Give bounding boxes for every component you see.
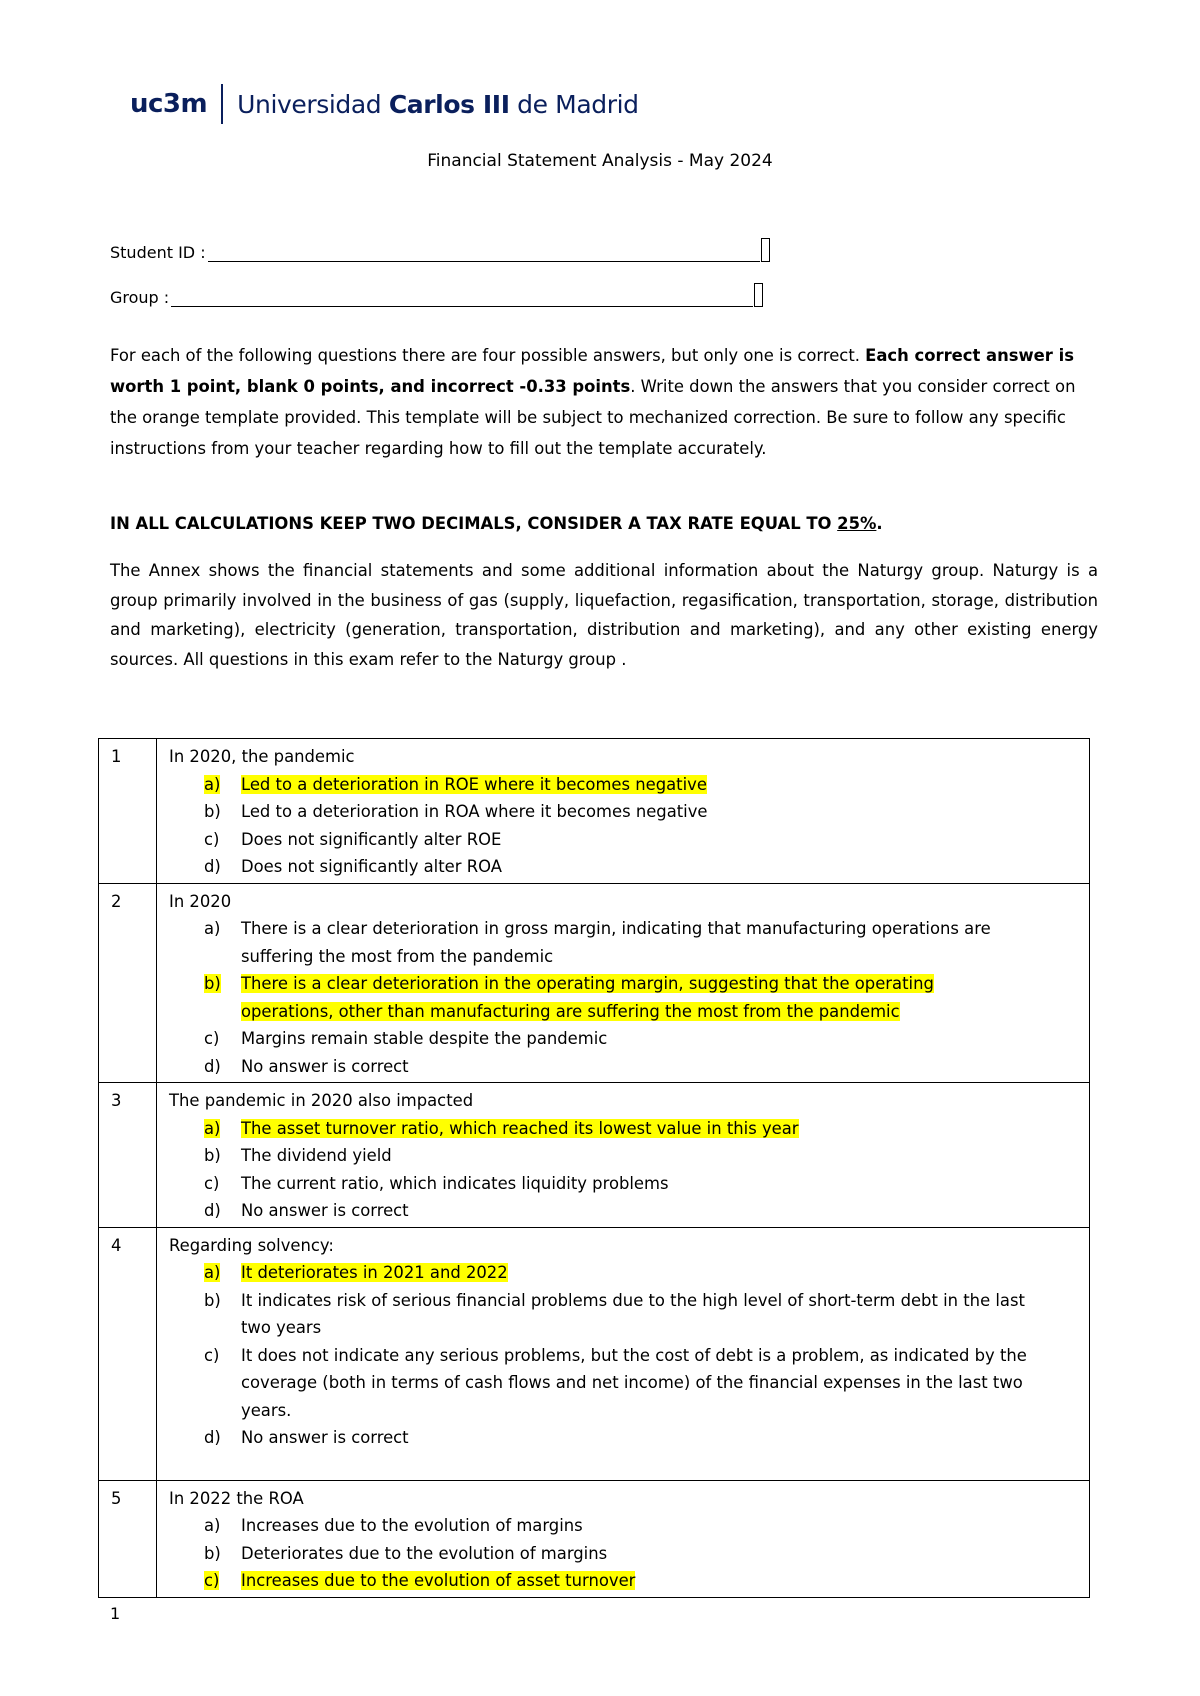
option-letter: a) bbox=[204, 1263, 221, 1282]
answer-option bbox=[204, 1197, 1089, 1225]
option-text: There is a clear deterioration in gross margin, indicating that manufacturing operations are suffering the most from the pandemic bbox=[241, 919, 991, 966]
option-letter: c) bbox=[204, 829, 220, 849]
answer-option bbox=[204, 1424, 1089, 1452]
option-letter: a) bbox=[204, 774, 221, 794]
option-letter: d) bbox=[204, 1428, 221, 1447]
option-letter: d) bbox=[204, 857, 221, 876]
question-number: 2 bbox=[99, 883, 157, 1083]
option-text: The dividend yield bbox=[241, 1146, 392, 1165]
calculation-instruction: IN ALL CALCULATIONS KEEP TWO DECIMALS, CONSIDER A TAX RATE EQUAL TO 25%. bbox=[110, 514, 883, 533]
question-row bbox=[99, 1227, 1090, 1480]
option-letter: a) bbox=[204, 1516, 221, 1535]
option-letter: c) bbox=[204, 1173, 220, 1193]
answer-option bbox=[204, 970, 1089, 1025]
option-text: No answer is correct bbox=[241, 1056, 409, 1076]
question-row bbox=[99, 1480, 1090, 1597]
answer-option bbox=[204, 915, 1089, 970]
option-text: Led to a deterioration in ROE where it becomes negative bbox=[241, 774, 707, 794]
question-body bbox=[157, 739, 1090, 884]
group-line[interactable] bbox=[171, 292, 753, 307]
option-text: It does not indicate any serious problems, but the cost of debt is a problem, as indicated by the coverage (both in terms of cash flows and net income) of the financial expenses in the last two years. bbox=[241, 1345, 1027, 1420]
question-number: 1 bbox=[99, 739, 157, 884]
option-letter: d) bbox=[204, 1056, 221, 1076]
answer-option bbox=[204, 798, 1089, 826]
option-letter: c) bbox=[204, 1571, 220, 1590]
option-letter: b) bbox=[204, 1146, 221, 1165]
question-body bbox=[157, 883, 1090, 1083]
option-text: The asset turnover ratio, which reached its lowest value in this year bbox=[241, 1118, 799, 1138]
student-id-line[interactable] bbox=[208, 247, 760, 262]
question-row bbox=[99, 883, 1090, 1083]
answer-option bbox=[204, 1512, 1089, 1540]
question-stem: In 2020, the pandemic bbox=[169, 747, 355, 766]
student-id-label: Student ID : bbox=[110, 243, 206, 262]
questions-table bbox=[98, 738, 1090, 1598]
option-text: No answer is correct bbox=[241, 1201, 409, 1220]
group-field[interactable] bbox=[110, 283, 763, 307]
option-text: Does not significantly alter ROA bbox=[241, 857, 502, 876]
answer-option bbox=[204, 1342, 1089, 1425]
question-number: 3 bbox=[99, 1083, 157, 1228]
student-id-field[interactable] bbox=[110, 238, 770, 262]
answer-option bbox=[204, 1259, 1089, 1287]
question-stem: In 2022 the ROA bbox=[169, 1488, 304, 1508]
option-letter: a) bbox=[204, 919, 221, 938]
option-letter: b) bbox=[204, 802, 221, 821]
annex-description: The Annex shows the financial statements and some additional information about the Naturgy group. Naturgy is a group primarily involved in the business of gas (supply, liquefaction, regasification, transportation, storage, distribution and marketing), electricity (generation, transportation, distribution and marketing), and any other existing energy sources. All questions in this exam refer to the Naturgy group . bbox=[110, 561, 1098, 669]
option-text: It deteriorates in 2021 and 2022 bbox=[241, 1263, 508, 1282]
answer-option bbox=[204, 1053, 1089, 1081]
answer-option bbox=[204, 1142, 1089, 1170]
question-stem: The pandemic in 2020 also impacted bbox=[169, 1091, 474, 1110]
question-stem: Regarding solvency: bbox=[169, 1235, 334, 1255]
answer-option bbox=[204, 1540, 1089, 1568]
group-box bbox=[754, 283, 763, 307]
instructions-paragraph: For each of the following questions there are four possible answers, but only one is correct. Each correct answer is worth 1 point, blank 0 points, and incorrect -0.33 points. Write down the answers that you consider correct on the orange template provided. This template will be subject to mechanized correction. Be sure to follow any specific instructions from your teacher regarding how to fill out the template accurately. bbox=[110, 346, 1076, 458]
option-text: No answer is correct bbox=[241, 1428, 409, 1447]
logo-university-name: Universidad Carlos III de Madrid bbox=[237, 89, 639, 119]
option-text: Does not significantly alter ROE bbox=[241, 829, 502, 849]
page-title: Financial Statement Analysis - May 2024 bbox=[427, 151, 773, 171]
option-letter: c) bbox=[204, 1029, 220, 1048]
student-id-box bbox=[761, 238, 770, 262]
question-number: 4 bbox=[99, 1227, 157, 1480]
answer-option bbox=[204, 826, 1089, 854]
option-text: The current ratio, which indicates liquidity problems bbox=[241, 1173, 669, 1193]
question-number: 5 bbox=[99, 1480, 157, 1597]
university-logo bbox=[130, 84, 639, 124]
page-number: 1 bbox=[110, 1604, 121, 1623]
answer-option bbox=[204, 771, 1089, 799]
question-body bbox=[157, 1227, 1090, 1480]
option-letter: b) bbox=[204, 1290, 221, 1310]
group-label: Group : bbox=[110, 288, 170, 307]
option-text: Margins remain stable despite the pandemic bbox=[241, 1029, 608, 1048]
option-text: Increases due to the evolution of margins bbox=[241, 1516, 583, 1535]
option-text: It indicates risk of serious financial problems due to the high level of short-term debt in the last two years bbox=[241, 1290, 1025, 1337]
question-row bbox=[99, 1083, 1090, 1228]
option-letter: b) bbox=[204, 974, 221, 993]
answer-option bbox=[204, 853, 1089, 881]
question-stem: In 2020 bbox=[169, 891, 232, 911]
question-body bbox=[157, 1480, 1090, 1597]
option-text: Led to a deterioration in ROA where it becomes negative bbox=[241, 802, 708, 821]
option-letter: a) bbox=[204, 1118, 221, 1138]
logo-uc3m: uc3m bbox=[130, 89, 208, 119]
option-text: There is a clear deterioration in the operating margin, suggesting that the operating operations, other than manufacturing are suffering the most from the pandemic bbox=[241, 974, 934, 1021]
question-body bbox=[157, 1083, 1090, 1228]
answer-option bbox=[204, 1170, 1089, 1198]
answer-option bbox=[204, 1115, 1089, 1143]
option-text: Deteriorates due to the evolution of margins bbox=[241, 1543, 608, 1563]
option-text: Increases due to the evolution of asset turnover bbox=[241, 1571, 636, 1590]
answer-option bbox=[204, 1025, 1089, 1053]
answer-option bbox=[204, 1567, 1089, 1595]
option-letter: d) bbox=[204, 1201, 221, 1220]
answer-option bbox=[204, 1287, 1089, 1342]
option-letter: c) bbox=[204, 1345, 220, 1365]
option-letter: b) bbox=[204, 1543, 221, 1563]
question-row bbox=[99, 739, 1090, 884]
logo-divider bbox=[221, 84, 223, 124]
